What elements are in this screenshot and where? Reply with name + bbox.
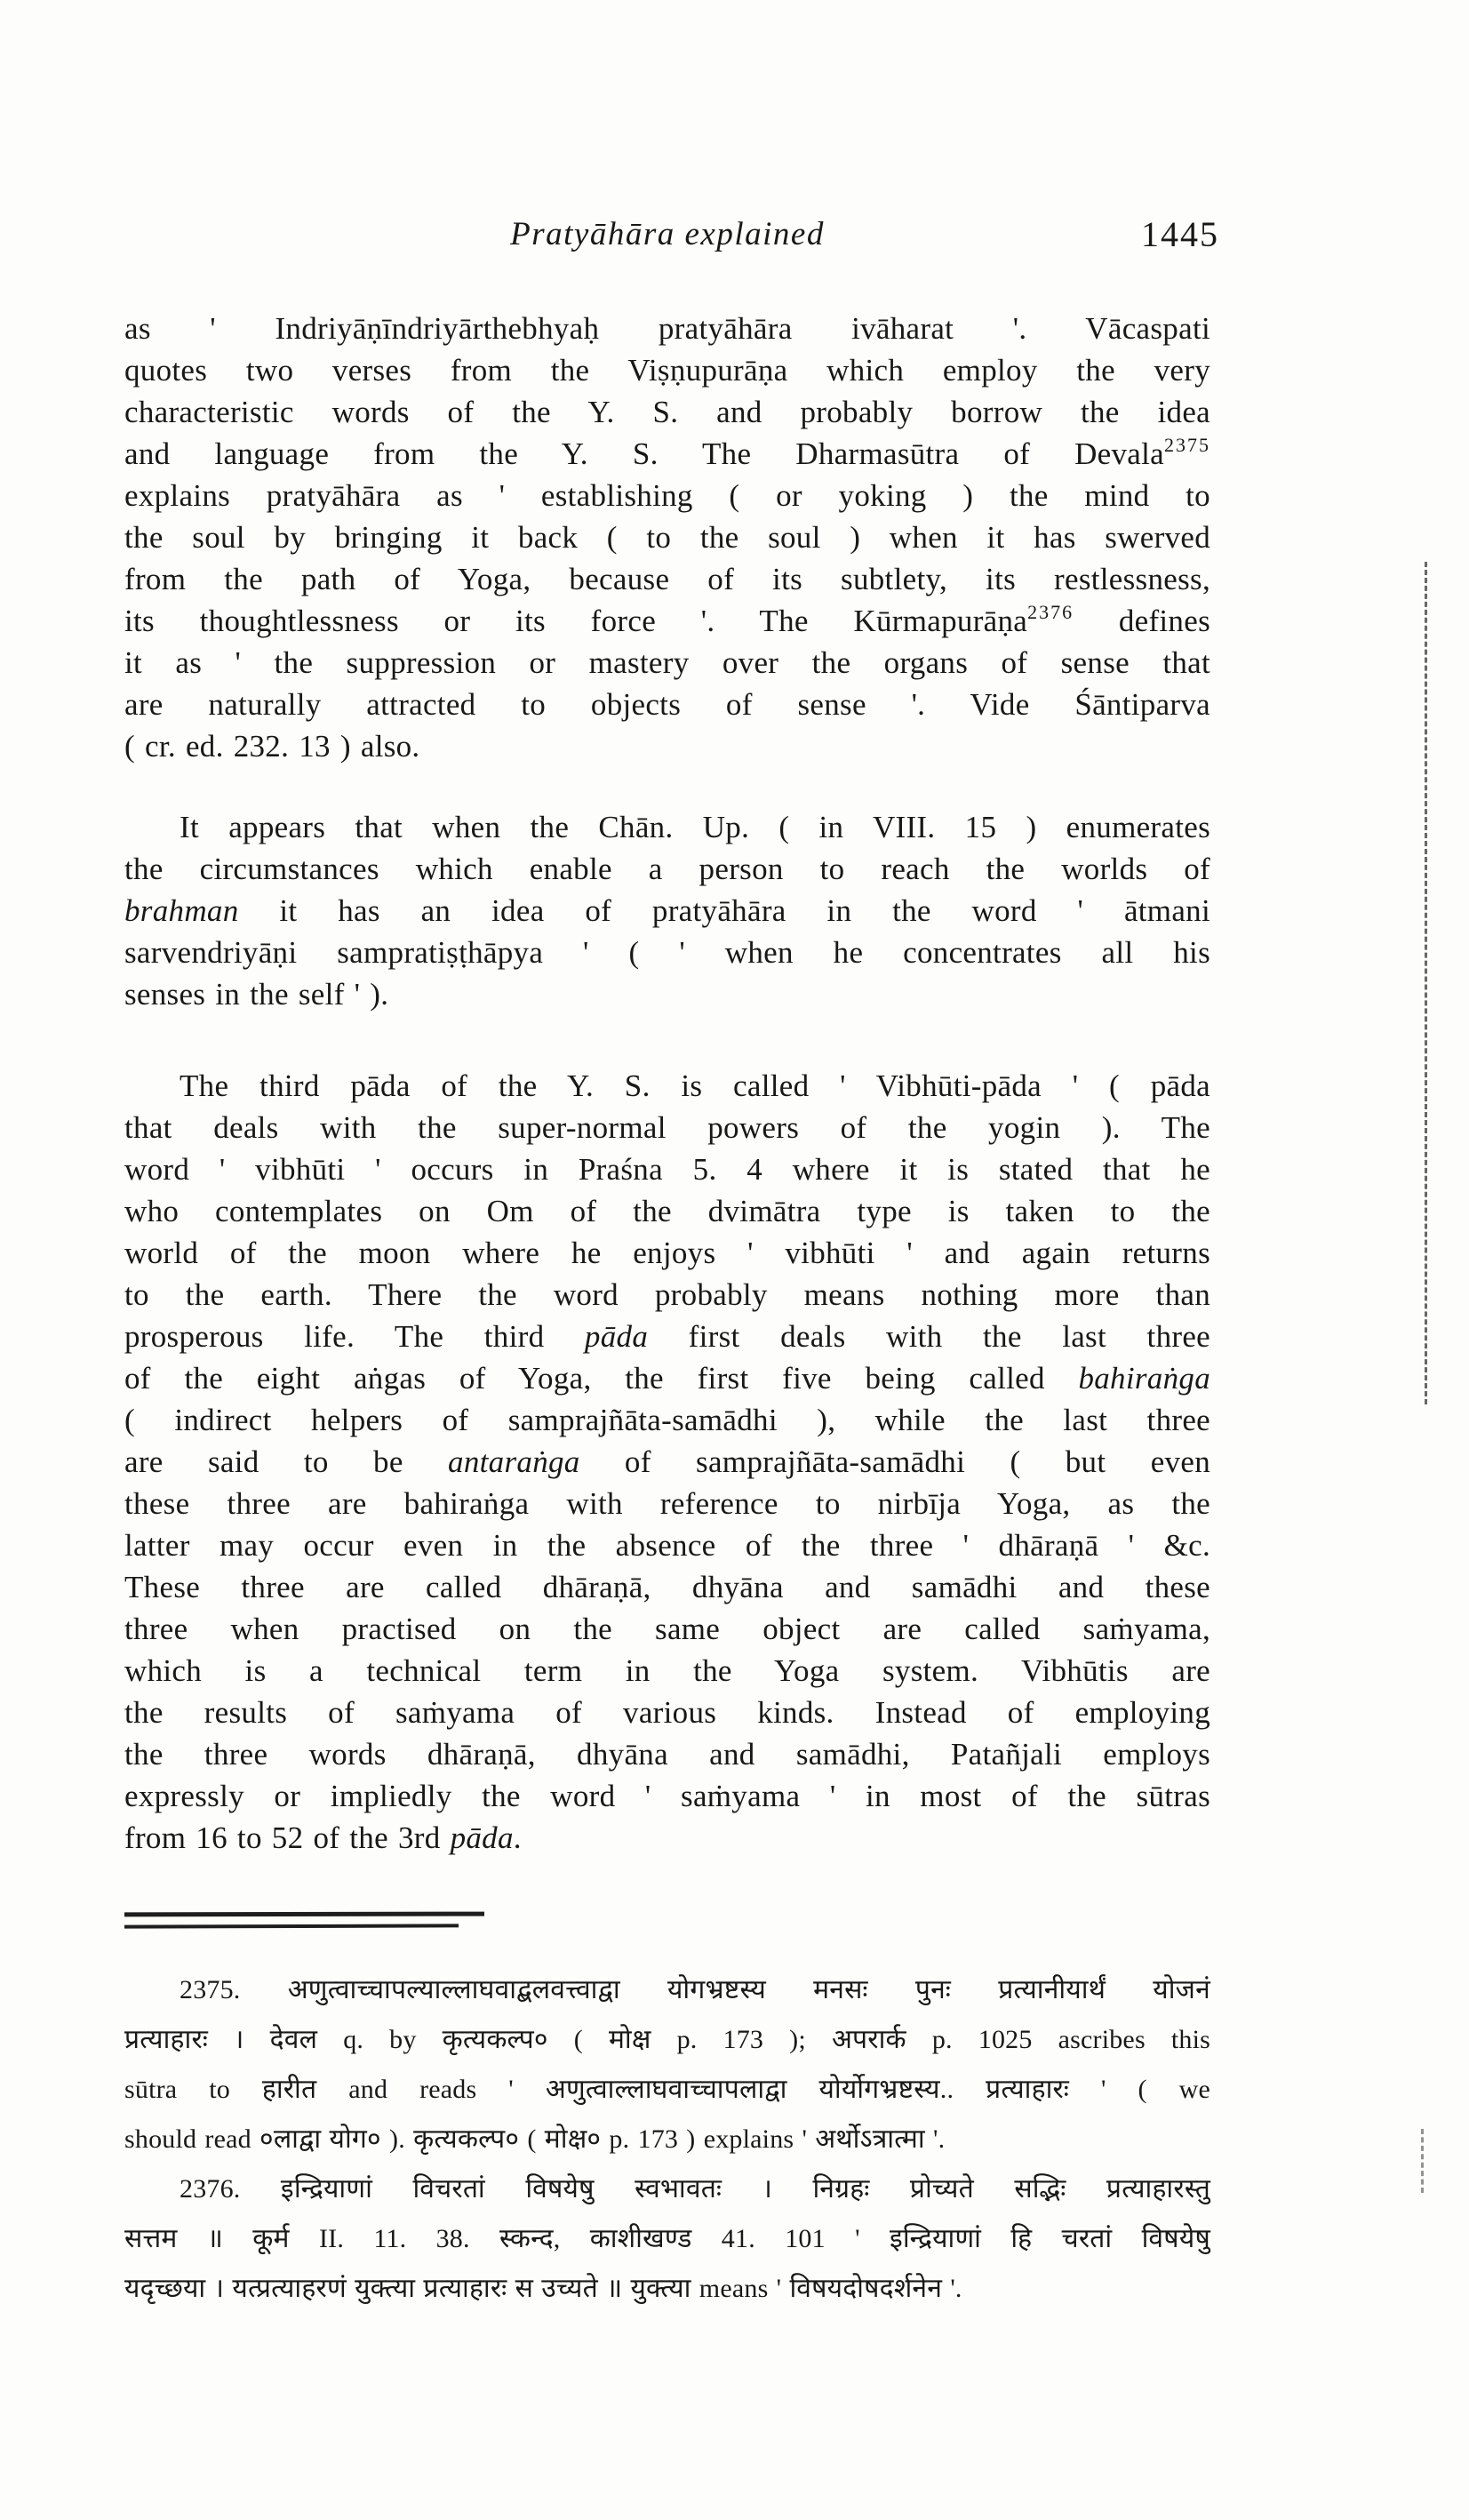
text-line: these three are bahiraṅga with reference to nirbīja Yoga, as the: [124, 1486, 1210, 1521]
text-line: 2376. इन्द्रियाणां विचरतां विषयेषु स्वभावतः । निग्रहः प्रोच्यते सद्भिः प्रत्याहारस्तु: [180, 2174, 1210, 2204]
text-line: senses in the self ' ).: [124, 977, 389, 1012]
page-number: 1445: [1141, 214, 1219, 254]
page-heading: Pratyāhāra explained: [510, 216, 825, 252]
text-line: are said to be antaraṅga of samprajñāta-samādhi ( but even: [124, 1444, 1210, 1479]
text-line: it as ' the suppression or mastery over the organs of sense that: [124, 645, 1210, 680]
text-line: three when practised on the same object are called saṁyama,: [124, 1612, 1210, 1646]
text-line: word ' vibhūti ' occurs in Praśna 5. 4 where it is stated that he: [124, 1152, 1210, 1187]
text-line: its thoughtlessness or its force '. The Kūrmapurāṇa$^{2376}$ defines: [124, 601, 1210, 638]
text-line: सत्तम ॥ कूर्म II. 11. 38. स्कन्द, काशीखण्ड 41. 101 ' इन्द्रियाणां हि चरतां विषयेषु: [124, 2224, 1210, 2253]
text-line: expressly or impliedly the word ' saṁyama ' in most of the sūtras: [124, 1779, 1210, 1813]
text-line: ( indirect helpers of samprajñāta-samādhi ), while the last three: [124, 1403, 1210, 1437]
text-line: are naturally attracted to objects of sense '. Vide Śāntiparva: [124, 687, 1210, 722]
body-paragraph-2: [124, 806, 1210, 1015]
text-line: from 16 to 52 of the 3rd pāda.: [124, 1820, 522, 1855]
text-line: as ' Indriyāṇīndriyārthebhyaḥ pratyāhāra ivāharat '. Vācaspati: [124, 311, 1210, 346]
text-line: world of the moon where he enjoys ' vibhūti ' and again returns: [124, 1236, 1210, 1270]
text-line: prosperous life. The third pāda first deals with the last three: [124, 1319, 1210, 1354]
footnote-separator-rule-bottom: [124, 1924, 459, 1928]
text-line: that deals with the super-normal powers of the yogin ). The: [124, 1110, 1210, 1145]
text-line: from the path of Yoga, because of its subtlety, its restlessness,: [124, 562, 1210, 596]
text-block: [124, 214, 1219, 2314]
footnote-separator: [124, 1912, 1210, 1928]
text-line: the three words dhāraṇā, dhyāna and samādhi, Patañjali employs: [124, 1737, 1210, 1772]
text-line: the soul by bringing it back ( to the soul ) when it has swerved: [124, 520, 1210, 555]
scan-artifact-right-edge-lower: [1421, 2129, 1424, 2193]
text-line: and language from the Y. S. The Dharmasūtra of Devala$^{2375}$: [124, 434, 1210, 471]
footnote-2375: [124, 1965, 1210, 2164]
text-line: It appears that when the Chān. Up. ( in VIII. 15 ) enumerates: [180, 810, 1210, 844]
text-line: should read ०लाद्वा योग० ). कृत्यकल्प० ( मोक्ष० p. 173 ) explains ' अर्थोऽत्रात्मा '.: [124, 2124, 946, 2154]
text-line: प्रत्याहारः । देवल q. by कृत्यकल्प० ( मोक्ष p. 173 ); अपरार्क p. 1025 ascribes this: [124, 2025, 1210, 2054]
running-head: [124, 214, 1219, 261]
footnote-2376: [124, 2164, 1210, 2314]
text-line: brahman it has an idea of pratyāhāra in the word ' ātmani: [124, 893, 1210, 928]
text-line: latter may occur even in the absence of the three ' dhāraṇā ' &c.: [124, 1528, 1210, 1563]
text-line: the circumstances which enable a person to reach the worlds of: [124, 852, 1210, 886]
scan-artifact-right-edge: [1425, 562, 1427, 1404]
text-line: The third pāda of the Y. S. is called ' Vibhūti-pāda ' ( pāda: [180, 1068, 1210, 1103]
text-line: sūtra to हारीत and reads ' अणुत्वाल्लाघवाच्चापलाद्वा योर्योगभ्रष्टस्य.. प्रत्याहारः ' ( we: [124, 2075, 1210, 2104]
text-line: of the eight aṅgas of Yoga, the first five being called bahiraṅga: [124, 1361, 1210, 1396]
text-line: यदृच्छया । यत्प्रत्याहरणं युक्त्या प्रत्याहारः स उच्यते ॥ युक्त्या means ' विषयदोषदर्शनेन '.: [124, 2274, 962, 2303]
body-paragraph-1: [124, 308, 1210, 767]
body-paragraph-3: [124, 1065, 1210, 1859]
text-line: explains pratyāhāra as ' establishing ( or yoking ) the mind to: [124, 478, 1210, 513]
text-line: which is a technical term in the Yoga system. Vibhūtis are: [124, 1653, 1210, 1688]
text-line: 2375. अणुत्वाच्चापल्याल्लाघवाद्बलवत्त्वाद्वा योगभ्रष्टस्य मनसः पुनः प्रत्यानीयार्थं योजनं: [180, 1975, 1210, 2004]
text-line: sarvendriyāṇi sampratiṣṭhāpya ' ( ' when he concentrates all his: [124, 935, 1210, 970]
text-line: These three are called dhāraṇā, dhyāna and samādhi and these: [124, 1570, 1210, 1604]
footnote-separator-rule-top: [124, 1912, 484, 1917]
text-line: the results of saṁyama of various kinds. Instead of employing: [124, 1695, 1210, 1730]
text-line: quotes two verses from the Viṣṇupurāṇa which employ the very: [124, 353, 1210, 388]
text-line: to the earth. There the word probably means nothing more than: [124, 1277, 1210, 1312]
text-line: characteristic words of the Y. S. and probably borrow the idea: [124, 395, 1210, 429]
text-line: who contemplates on Om of the dvimātra type is taken to the: [124, 1194, 1210, 1228]
text-line: ( cr. ed. 232. 13 ) also.: [124, 729, 420, 764]
